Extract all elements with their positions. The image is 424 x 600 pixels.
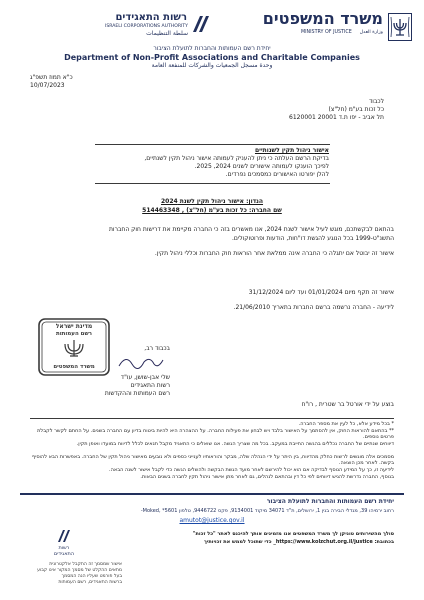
recipient-name: כל זכות בע"מ (חל"צ) — [328, 106, 384, 113]
moj-emblem-icon — [388, 13, 412, 41]
footer-address: רחוב ירמיהו 39, מגדלי הבירה בנין 1, ירושלים, ת"ד 34071 מיקוד 9134001, פקס 9446722, טלפון 5601* ,Moked- — [140, 508, 394, 514]
unit-title-en: Department of Non-Profit Associations and Charitable Companies — [64, 53, 360, 62]
footer-logo-line-1: רשות — [58, 545, 70, 551]
ica-title: רשות התאגידים — [115, 12, 187, 23]
body-registration: לידיעה - החברה נרשמה ברשם החברות בתאריך 21/06/2010. — [233, 304, 394, 311]
notice-line-1: בדיקת הרשם העלתה כי ניתן להעניק לעמותה אישור ניהול תקין לשנתיים, — [144, 155, 329, 162]
date-hebrew: כ"א תמוז תשפ"ג — [30, 74, 73, 81]
notice-title: אישור ניהול תקין לשנותיים — [254, 147, 329, 154]
footer-notice-line-1: סולך מהשירותים טוניקן לך משרד המשפטים אנו מזמינים אותך להיכנס לאתר "כל זכות" — [192, 531, 394, 537]
signature-title: רשות התאגידים — [130, 382, 170, 389]
ica-title-en: ISRAELI CORPORATIONS AUTHORITY — [104, 24, 188, 29]
date-gregorian: 10/07/2023 — [30, 82, 65, 89]
footnote-2: ** בהתאם להוראות החוק, אין להסתמך על האישור בלבד ויש לבחון את פעילות החברה. על ההצהרה היא להיות ביטוח בדיון עם החברה בשנים. על החתם לקשר לקבלת פרטים נוספים. — [37, 428, 394, 441]
recipient-to: לכבוד — [369, 98, 384, 105]
footnotes-divider — [30, 418, 394, 419]
notice-divider-top — [95, 144, 330, 145]
footer-side-line-2: מתאים ההקלט של מסמך המקור אינו קבוע — [37, 568, 122, 573]
unit-title-he: יחידת רשם העמותות והחברות לתועלת הציבור — [153, 45, 271, 52]
footnote-3: דיווחים שנתיים של החברה נכללים בהגשה החייבת במעקב. בכל מה שצריך הגשה. אנו שואלים כי התאגיד מקבל תנאים לכלל לדיווח במועדו ואופן תקין. — [76, 441, 394, 447]
footer-side-line-1: אישור שמסמך זה התקבל אלקטרונית — [49, 562, 122, 567]
footer-divider — [20, 493, 404, 495]
footnote-1: * בכל מידע אלא, כל לעין את מספר החברה. — [298, 421, 394, 427]
moj-title-english: MINISTRY OF JUSTICE — [301, 30, 352, 35]
stamp-top-text: מדינת ישראל — [55, 323, 93, 330]
moj-title-en — [301, 30, 383, 36]
footer-unit: יחידת רשם העמותות והחברות לתועלת הציבור — [266, 498, 394, 505]
executed-by: בוצע על ידי אורטל בר שטרית , רו"ח — [301, 401, 394, 408]
handwritten-signature — [116, 352, 166, 372]
footer-side-note — [4, 562, 122, 586]
stamp-middle-text: רשם העמותות — [56, 331, 92, 337]
footnote-6: בנוסף, החברה נדרשת להגיש דיווחים לפי כל דין ובהתאם לנהלים, גם לאחר מתן אישור ניהול תקין לחברה בשנים הבאות. — [140, 474, 394, 480]
footer-side-line-3: בעל פורמט שעליו הנה המסמך — [61, 574, 122, 579]
footer-side-line-4: ברשות התאגידים, רשם העמותות — [58, 580, 122, 585]
stamp-bottom-text: משרד המשפטים — [53, 364, 95, 370]
body-paragraph-1-line-2: התשנ"ט-1999 בכל הנוגע להגשת דו"חות, הודעות ופרוטוקולים. — [231, 235, 394, 242]
notice-line-2: לפיכך הוענקו לעמותה אישורים לשנים 2024, 2025. — [194, 163, 329, 170]
ica-title-ar: سلطة التنظيمات — [146, 30, 188, 37]
signature-regards: בכבוד רב, — [144, 345, 170, 352]
recipient-address: תל אביב - יפו ת.ד 20001 6120001 — [289, 114, 384, 121]
footer-email-link[interactable]: amutot@justice.gov.il — [179, 517, 245, 524]
footer-ica-logo-icon — [56, 528, 72, 544]
body-validity: אישור זה תקף מיום 01/01/2024 ועד ליום 31/12/2024 — [248, 289, 394, 296]
footer-notice-line-2[interactable]: בכתובת: https://www.kolzchut.org.il/justice_ כדי שתוכל לממש את זכויותיך — [203, 539, 394, 545]
unit-title-ar: وحدة مسجل الجمعيات والشركات للمنفعة العامة — [151, 62, 273, 69]
subject-company: שם החברה: כל זכות בע"מ (חל"צ) , 514463348 — [142, 207, 282, 214]
notice-divider-bottom — [95, 183, 330, 184]
signature-name: שלי אבן-שושן, עו"ד — [120, 374, 170, 381]
ica-logo-icon — [190, 13, 212, 35]
footnote-4: מסמכים אלה מוגשים לרשות כחלק מהדיווח, בין היתר על ידי הנהלה שלה, מבקר והוראותיו לענייני כספים ולא נובעים מאישור ניהול תקין של החברה. באפשרות הבא להוסיף בקשה. לאחר מכן הוצאה. — [32, 454, 394, 467]
signature-dept: רשם העמותות וההקדשות — [104, 390, 170, 397]
moj-title-arabic: وزارة العدل — [359, 30, 383, 35]
moj-title: משרד המשפטים — [262, 9, 383, 28]
subject-title: הנדון: אישור ניהול תקין לשנת 2024 — [160, 198, 264, 205]
body-paragraph-2: אישור זה יבוטל אם יתגלה כי החברה אינה ממלאת אחר הוראות חוק החברות וכללי ניהול תקין. — [154, 250, 394, 257]
notice-line-3: להלן יפורטו האישורים כמסמכים נפרדים. — [225, 171, 329, 178]
footnote-5: לידיעה זו, כך על המידע הנוסף לבדיקה אם הוא יכול להירשם לאחר מועד הגשת הבקשה ולהשלים הגשה כדי לקבל אישור לשנה הבאה. — [109, 467, 394, 473]
body-paragraph-1-line-1: בהתאם לבקשתכם, מוגש לעיל אישור לשנת 2024, אנו מאשרים בזה כי החברה מקיימת את דרישות חוק החברות — [108, 226, 394, 233]
footer-logo-line-2: התאגידים — [53, 551, 75, 557]
